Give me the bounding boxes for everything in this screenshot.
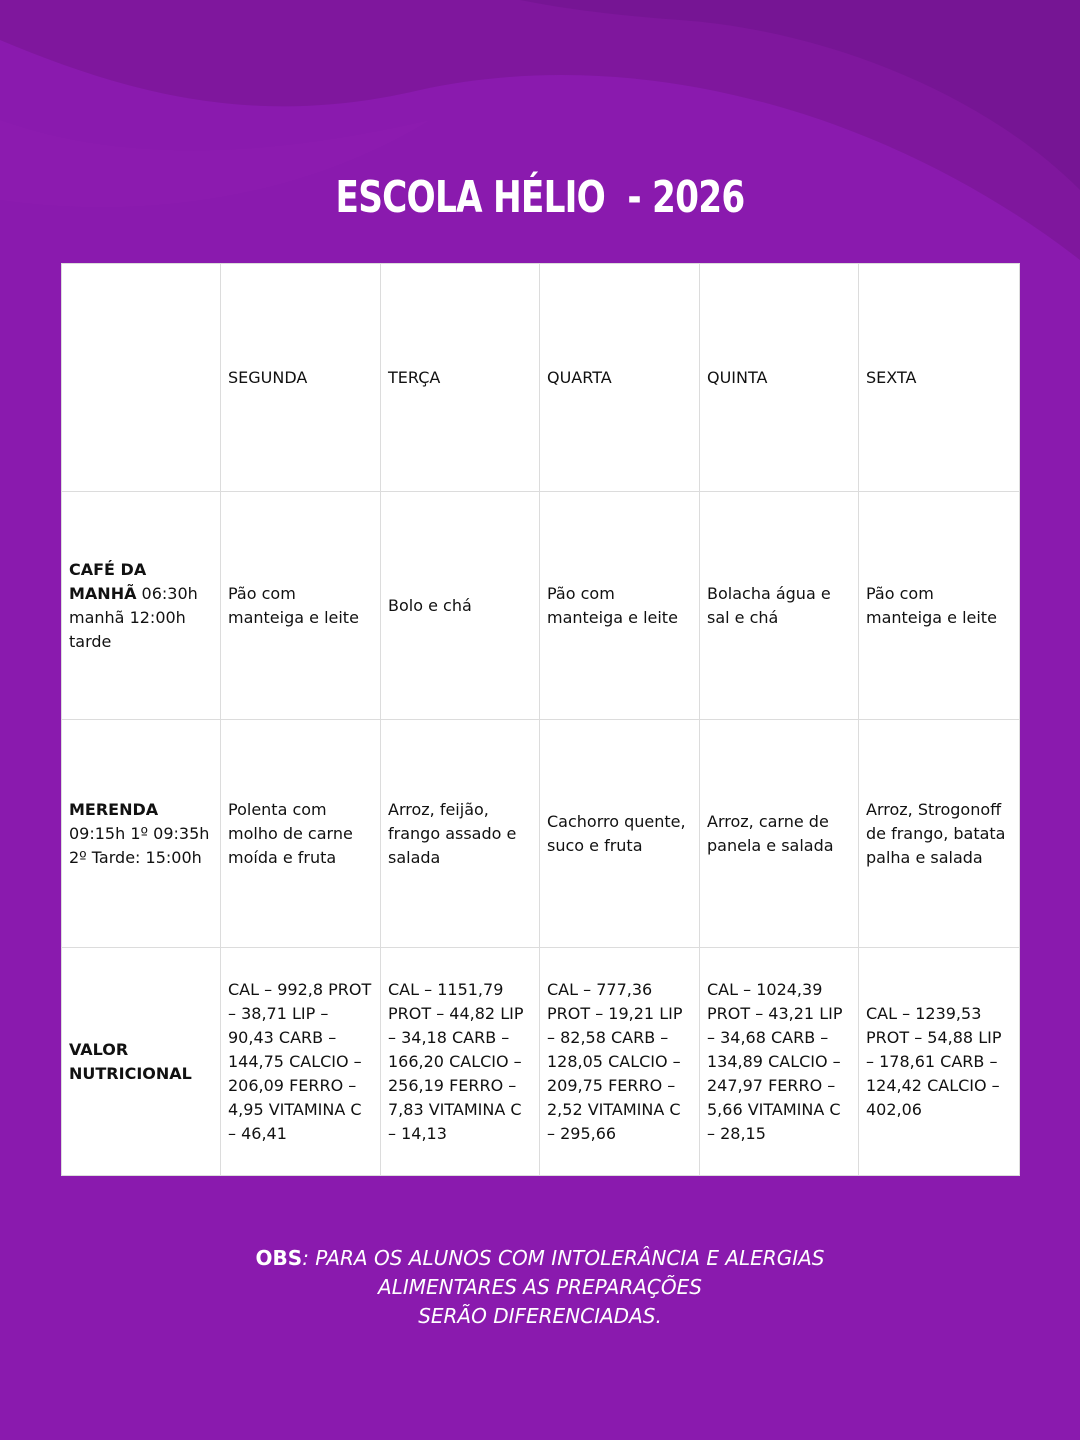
table-cell: Bolo e chá — [381, 492, 540, 720]
table-cell: Pão com manteiga e leite — [540, 492, 700, 720]
table-cell: Pão com manteiga e leite — [859, 492, 1020, 720]
row-label-snack — [62, 720, 221, 948]
obs-line-3: SERÃO DIFERENCIADAS. — [418, 1304, 662, 1328]
obs-note — [0, 1244, 1080, 1331]
table-cell: Arroz, feijão, frango assado e salada — [381, 720, 540, 948]
day-header-friday: SEXTA — [859, 264, 1020, 492]
table-cell: Pão com manteiga e leite — [221, 492, 381, 720]
obs-label: OBS — [255, 1246, 303, 1270]
table-cell: Bolacha água e sal e chá — [700, 492, 859, 720]
table-row-breakfast — [62, 492, 1020, 720]
row-label-breakfast — [62, 492, 221, 720]
corner-cell — [62, 264, 221, 492]
table-cell: CAL – 1151,79 PROT – 44,82 LIP – 34,18 CARB – 166,20 CALCIO – 256,19 FERRO – 7,83 VITAMINA C – 14,13 — [381, 948, 540, 1176]
obs-line-1: : PARA OS ALUNOS COM INTOLERÂNCIA E ALERGIAS — [302, 1246, 825, 1270]
table-row-nutrition — [62, 948, 1020, 1176]
table-cell: Arroz, carne de panela e salada — [700, 720, 859, 948]
table-cell: CAL – 777,36 PROT – 19,21 LIP – 82,58 CARB – 128,05 CALCIO – 209,75 FERRO – 2,52 VITAMINA C – 295,66 — [540, 948, 700, 1176]
row-label-nutrition — [62, 948, 221, 1176]
day-header-thursday: QUINTA — [700, 264, 859, 492]
table-cell: CAL – 1239,53 PROT – 54,88 LIP – 178,61 CARB – 124,42 CALCIO – 402,06 — [859, 948, 1020, 1176]
menu-table — [61, 263, 1020, 1176]
row-label-times: 09:15h 1º 09:35h 2º Tarde: 15:00h — [69, 823, 210, 867]
row-label-bold: MERENDA — [69, 799, 159, 819]
table-header-row — [62, 264, 1020, 492]
row-label-bold: CAFÉ DA MANHÃ — [69, 559, 147, 603]
table-cell: Polenta com molho de carne moída e fruta — [221, 720, 381, 948]
row-label-times: 06:30h manhã 12:00h tarde — [69, 583, 198, 651]
row-label-bold: VALOR NUTRICIONAL — [69, 1039, 192, 1083]
table-row-snack — [62, 720, 1020, 948]
table-cell: Arroz, Strogonoff de frango, batata palha e salada — [859, 720, 1020, 948]
table-cell: CAL – 992,8 PROT – 38,71 LIP – 90,43 CARB – 144,75 CALCIO – 206,09 FERRO – 4,95 VITAMINA C – 46,41 — [221, 948, 381, 1176]
page-title: ESCOLA HÉLIO - 2026 — [335, 172, 745, 223]
day-header-monday: SEGUNDA — [221, 264, 381, 492]
day-header-tuesday: TERÇA — [381, 264, 540, 492]
day-header-wednesday: QUARTA — [540, 264, 700, 492]
obs-line-2: ALIMENTARES AS PREPARAÇÕES — [378, 1275, 702, 1299]
table-cell: Cachorro quente, suco e fruta — [540, 720, 700, 948]
table-cell: CAL – 1024,39 PROT – 43,21 LIP – 34,68 CARB – 134,89 CALCIO – 247,97 FERRO – 5,66 VITAMINA C – 28,15 — [700, 948, 859, 1176]
